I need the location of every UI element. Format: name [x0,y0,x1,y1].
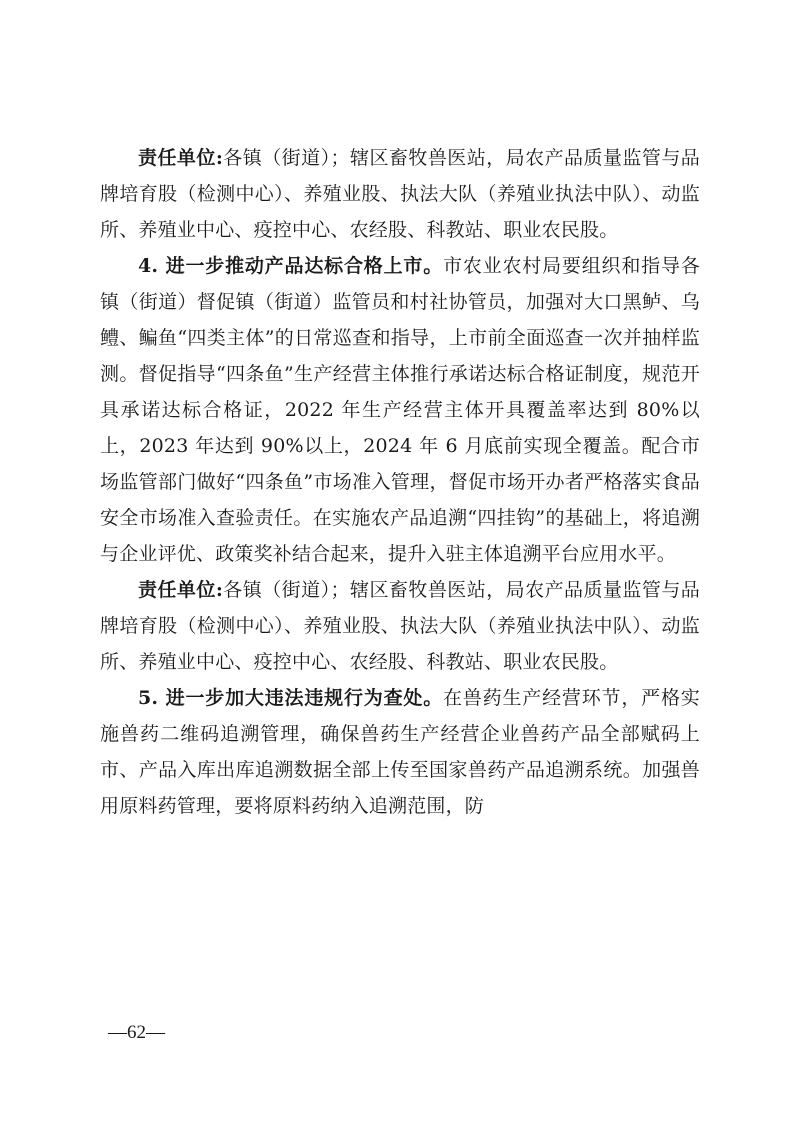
paragraph-text: 各镇（街道）；辖区畜牧兽医站，局农产品质量监管与品牌培育股（检测中心）、养殖业股、执法大队（养殖业执法中队）、动监所、养殖业中心、疫控中心、农经股、科教站、职业农民股。 [100,579,700,673]
paragraph-item-4 [100,248,700,572]
paragraph-responsible-units-1 [100,140,700,248]
page-number: —62— [108,1022,165,1043]
paragraph-lead: 责任单位: [138,147,224,169]
paragraph-text: 在兽药生产经营环节，严格实施兽药二维码追溯管理，确保兽药生产经营企业兽药产品全部赋码上市、产品入库出库追溯数据全部上传至国家兽药产品追溯系统。加强兽用原料药管理，要将原料药纳入追溯范围，防 [100,687,700,817]
paragraph-text: 各镇（街道）；辖区畜牧兽医站，局农产品质量监管与品牌培育股（检测中心）、养殖业股、执法大队（养殖业执法中队）、动监所、养殖业中心、疫控中心、农经股、科教站、职业农民股。 [100,147,700,241]
paragraph-text: 市农业农村局要组织和指导各镇（街道）督促镇（街道）监管员和村社协管员，加强对大口黑鲈、乌鳢、鳊鱼“四类主体”的日常巡查和指导，上市前全面巡查一次并抽样监测。督促指导“四条鱼”生产经营主体推行承诺达标合格证制度，规范开具承诺达标合格证，2022 年生产经营主体开具覆盖率达到 80%以上，2023 年达到 90%以上，2024 年 6 月底前实现全覆盖。配合市场监管部门做好“四条鱼”市场准入管理，督促市场开办者严格落实食品安全市场准入查验责任。在实施农产品追溯“四挂钩”的基础上，将追溯与企业评优、政策奖补结合起来，提升入驻主体追溯平台应用水平。 [100,255,700,565]
document-body [100,140,700,824]
paragraph-lead: 5. 进一步加大违法违规行为查处。 [138,687,444,709]
paragraph-responsible-units-2 [100,572,700,680]
paragraph-item-5 [100,680,700,824]
paragraph-lead: 责任单位: [138,579,224,601]
paragraph-lead: 4. 进一步推动产品达标合格上市。 [138,255,444,277]
